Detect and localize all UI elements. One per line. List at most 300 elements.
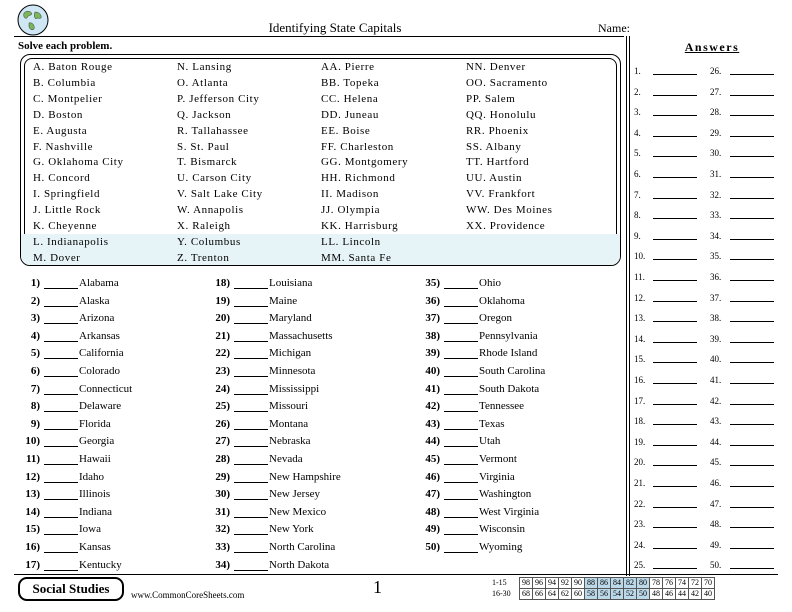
score-row: [520, 589, 715, 600]
answer-line[interactable]: [653, 342, 697, 343]
word-bank-row: [21, 250, 620, 266]
answer-number: 2.: [634, 86, 641, 97]
answer-blank[interactable]: [44, 464, 78, 465]
answer-number: 9.: [634, 230, 641, 241]
question-number: 5): [30, 347, 40, 360]
answer-blank[interactable]: [44, 552, 78, 553]
word-bank-item: D. Boston: [33, 108, 84, 121]
question-number: 44): [425, 435, 440, 448]
word-bank-row: [21, 75, 620, 91]
score-cell: 82: [624, 578, 637, 589]
word-bank-item: QQ. Honolulu: [466, 108, 537, 121]
answer-number: 35.: [710, 251, 722, 262]
answer-number: 28.: [710, 107, 722, 118]
question-number: 33): [215, 541, 230, 553]
state-name: Michigan: [269, 347, 312, 360]
answer-blank[interactable]: [44, 482, 78, 483]
state-name: New Jersey: [269, 488, 321, 501]
word-bank-item: N. Lansing: [177, 61, 232, 73]
answer-blank[interactable]: [44, 446, 78, 447]
score-cell: 42: [689, 589, 702, 600]
question-number: 35): [425, 277, 440, 289]
answer-blank[interactable]: [444, 341, 478, 342]
answer-line[interactable]: [730, 136, 774, 137]
answer-blank[interactable]: [234, 552, 268, 553]
state-name: Massachusetts: [269, 329, 333, 342]
score-cell: 78: [650, 578, 663, 589]
word-bank-row: [21, 107, 620, 123]
state-name: Alabama: [79, 277, 119, 289]
answer-number: 20.: [634, 457, 646, 468]
instructions: Solve each problem.: [18, 40, 113, 52]
answer-blank[interactable]: [234, 323, 268, 324]
answers-divider: [626, 36, 630, 576]
state-name: Nebraska: [269, 435, 311, 448]
answer-number: 39.: [710, 333, 722, 344]
state-name: Indiana: [79, 505, 112, 518]
question-number: 40): [425, 365, 440, 377]
answer-number: 40.: [710, 354, 722, 365]
word-bank-item: RR. Phoenix: [466, 124, 529, 137]
answer-number: 42.: [710, 395, 722, 406]
answer-blank[interactable]: [234, 411, 268, 412]
answer-blank[interactable]: [444, 411, 478, 412]
word-bank-item: NN. Denver: [466, 61, 526, 73]
question-number: 32): [215, 523, 230, 536]
answer-number: 10.: [634, 251, 646, 262]
answer-blank[interactable]: [44, 394, 78, 395]
answer-blank[interactable]: [444, 358, 478, 359]
word-bank-item: K. Cheyenne: [33, 220, 98, 232]
answer-blank[interactable]: [44, 429, 78, 430]
answer-line[interactable]: [730, 362, 774, 363]
answer-blank[interactable]: [444, 482, 478, 483]
answer-blank[interactable]: [234, 482, 268, 483]
question-number: 4): [30, 329, 40, 342]
website-link[interactable]: www.CommonCoreSheets.com: [131, 590, 245, 600]
word-bank-item: KK. Harrisburg: [321, 220, 399, 232]
answer-blank[interactable]: [44, 499, 78, 500]
score-row-label: 1-15: [492, 578, 507, 587]
state-name: Louisiana: [269, 277, 313, 289]
answer-blank[interactable]: [444, 517, 478, 518]
answer-line[interactable]: [653, 280, 697, 281]
answer-number: 48.: [710, 519, 722, 530]
question-number: 2): [30, 294, 40, 307]
answer-line[interactable]: [730, 486, 774, 487]
state-name: Maine: [269, 294, 298, 307]
score-cell: 48: [650, 589, 663, 600]
word-bank-item: U. Carson City: [177, 172, 252, 185]
state-name: Mississippi: [269, 382, 320, 395]
score-cell: 72: [689, 578, 702, 589]
score-cell: 74: [676, 578, 689, 589]
answer-number: 30.: [710, 148, 722, 159]
answer-line[interactable]: [653, 198, 697, 199]
question-number: 37): [425, 312, 440, 325]
question-number: 43): [425, 417, 440, 430]
state-name: Washington: [479, 488, 532, 501]
answer-line[interactable]: [653, 74, 697, 75]
word-bank-item: HH. Richmond: [321, 172, 396, 185]
answer-line[interactable]: [653, 321, 697, 322]
answer-blank[interactable]: [234, 499, 268, 500]
answer-blank[interactable]: [44, 570, 78, 571]
answer-blank[interactable]: [444, 464, 478, 465]
score-cell: 92: [559, 578, 572, 589]
answer-line[interactable]: [653, 156, 697, 157]
answer-blank[interactable]: [44, 323, 78, 324]
word-bank-item: II. Madison: [321, 188, 379, 201]
word-bank-item: R. Tallahassee: [177, 124, 249, 137]
answer-blank[interactable]: [44, 358, 78, 359]
answer-blank[interactable]: [444, 306, 478, 307]
word-bank-item: O. Atlanta: [177, 76, 229, 89]
answer-line[interactable]: [653, 486, 697, 487]
answer-number: 32.: [710, 189, 722, 200]
answer-blank[interactable]: [444, 552, 478, 553]
score-cell: 80: [637, 578, 650, 589]
question-number: 50): [425, 541, 440, 553]
answer-number: 33.: [710, 210, 722, 221]
answer-blank[interactable]: [444, 534, 478, 535]
score-cell: 54: [611, 589, 624, 600]
answer-number: 41.: [710, 375, 722, 385]
answer-number: 11.: [634, 272, 645, 282]
score-cell: 44: [676, 589, 689, 600]
answer-blank[interactable]: [44, 306, 78, 307]
footer-divider: [14, 574, 778, 575]
answer-blank[interactable]: [444, 446, 478, 447]
answer-number: 24.: [634, 539, 646, 550]
answer-number: 25.: [634, 560, 646, 571]
score-cell: 76: [663, 578, 676, 589]
header-divider: [14, 36, 624, 37]
answer-line[interactable]: [730, 568, 774, 569]
state-name: California: [79, 347, 124, 360]
word-bank-item: Y. Columbus: [177, 235, 241, 248]
answer-line[interactable]: [653, 507, 697, 508]
question-number: 9): [30, 417, 40, 430]
word-bank-item: EE. Boise: [321, 124, 371, 137]
word-bank-item: CC. Helena: [321, 92, 379, 105]
answer-number: 1.: [634, 66, 641, 76]
word-bank-item: SS. Albany: [466, 140, 522, 153]
state-name: Oregon: [479, 312, 512, 325]
answer-blank[interactable]: [234, 534, 268, 535]
answer-number: 50.: [710, 560, 722, 571]
answer-line[interactable]: [730, 548, 774, 549]
word-bank-item: C. Montpelier: [33, 92, 103, 105]
answer-blank[interactable]: [234, 306, 268, 307]
score-cell: 40: [702, 589, 715, 600]
answer-number: 13.: [634, 313, 646, 324]
question-number: 46): [425, 470, 440, 483]
question-number: 15): [25, 523, 40, 536]
word-bank-item: UU. Austin: [466, 172, 523, 185]
answer-number: 47.: [710, 498, 722, 509]
answer-blank[interactable]: [234, 394, 268, 395]
state-name: Ohio: [479, 277, 501, 289]
answer-line[interactable]: [653, 239, 697, 240]
state-name: Oklahoma: [479, 294, 525, 307]
score-cell: 66: [533, 589, 546, 600]
score-cell: 50: [637, 589, 650, 600]
question-number: 8): [30, 400, 40, 413]
answer-line[interactable]: [730, 74, 774, 75]
word-bank-item: J. Little Rock: [33, 204, 101, 217]
score-cell: 70: [702, 578, 715, 589]
question-number: 25): [215, 400, 230, 413]
word-bank-item: DD. Juneau: [321, 108, 379, 121]
score-cell: 52: [624, 589, 637, 600]
score-table: [519, 577, 715, 600]
question-number: 17): [25, 558, 40, 571]
answer-line[interactable]: [730, 507, 774, 508]
answer-number: 31.: [710, 169, 722, 179]
answer-line[interactable]: [730, 383, 774, 384]
answer-line[interactable]: [730, 95, 774, 96]
answer-number: 27.: [710, 86, 722, 97]
state-name: Idaho: [79, 470, 105, 483]
answer-line[interactable]: [653, 177, 697, 178]
state-name: North Dakota: [269, 558, 330, 571]
answer-line[interactable]: [730, 280, 774, 281]
word-bank-item: JJ. Olympia: [321, 204, 381, 217]
word-bank-item: G. Oklahoma City: [33, 156, 124, 169]
word-bank-row: [21, 91, 620, 107]
word-bank: [20, 54, 621, 266]
word-bank-item: GG. Montgomery: [321, 156, 409, 169]
answer-line[interactable]: [653, 527, 697, 528]
state-name: Arkansas: [79, 329, 120, 342]
answer-number: 23.: [634, 519, 646, 530]
word-bank-item: V. Salt Lake City: [177, 188, 263, 201]
answer-line[interactable]: [653, 424, 697, 425]
state-name: Alaska: [79, 294, 110, 307]
score-row: [520, 578, 715, 589]
word-bank-item: X. Raleigh: [177, 220, 231, 232]
answer-line[interactable]: [653, 218, 697, 219]
state-name: Minnesota: [269, 365, 316, 377]
state-name: Hawaii: [79, 453, 111, 465]
state-name: Nevada: [269, 453, 303, 465]
score-cell: 64: [546, 589, 559, 600]
score-cell: 84: [611, 578, 624, 589]
answer-line[interactable]: [730, 321, 774, 322]
question-number: 24): [215, 382, 230, 395]
answer-blank[interactable]: [444, 376, 478, 377]
score-cell: 58: [585, 589, 598, 600]
question-number: 20): [215, 312, 230, 325]
word-bank-item: I. Springfield: [33, 188, 101, 201]
answer-blank[interactable]: [234, 429, 268, 430]
state-name: Tennessee: [479, 400, 525, 413]
page-title: Identifying State Capitals: [268, 20, 402, 35]
answer-blank[interactable]: [44, 288, 78, 289]
score-cell: 88: [585, 578, 598, 589]
question-number: 3): [30, 312, 40, 325]
answer-number: 4.: [634, 127, 641, 138]
word-bank-item: S. St. Paul: [177, 140, 230, 153]
answer-line[interactable]: [653, 548, 697, 549]
answer-line[interactable]: [730, 445, 774, 446]
state-name: Kansas: [79, 541, 111, 553]
state-name: Delaware: [79, 400, 122, 413]
answer-number: 17.: [634, 395, 646, 406]
question-number: 18): [215, 277, 230, 289]
answer-line[interactable]: [730, 115, 774, 116]
word-bank-item: XX. Providence: [466, 220, 546, 232]
answer-blank[interactable]: [44, 341, 78, 342]
question-number: 28): [215, 453, 230, 465]
answer-line[interactable]: [730, 177, 774, 178]
word-bank-row: [21, 186, 620, 202]
state-name: Vermont: [479, 453, 517, 465]
question-number: 34): [215, 558, 230, 571]
answer-number: 49.: [710, 539, 722, 550]
answer-number: 18.: [634, 416, 646, 427]
question-number: 6): [30, 365, 40, 377]
answers-title: Answers: [684, 40, 740, 54]
state-name: Georgia: [79, 435, 115, 448]
answer-number: 5.: [634, 148, 641, 159]
word-bank-item: P. Jefferson City: [177, 92, 260, 105]
score-cell: 60: [572, 589, 585, 600]
word-bank-item: LL. Lincoln: [321, 235, 381, 248]
answer-blank[interactable]: [234, 376, 268, 377]
question-number: 14): [25, 505, 40, 518]
answer-line[interactable]: [730, 239, 774, 240]
answer-blank[interactable]: [444, 323, 478, 324]
word-bank-item: B. Columbia: [33, 76, 96, 89]
score-row-label: 16-30: [492, 589, 511, 598]
answer-blank[interactable]: [234, 464, 268, 465]
answer-line[interactable]: [730, 156, 774, 157]
answer-line[interactable]: [653, 301, 697, 302]
answer-blank[interactable]: [44, 517, 78, 518]
state-name: North Carolina: [269, 541, 336, 553]
answer-number: 15.: [634, 354, 646, 365]
question-number: 19): [215, 294, 230, 307]
answer-blank[interactable]: [234, 341, 268, 342]
answer-line[interactable]: [653, 136, 697, 137]
answer-line[interactable]: [730, 218, 774, 219]
answer-line[interactable]: [730, 301, 774, 302]
state-name: Wyoming: [479, 541, 523, 553]
word-bank-row: [21, 139, 620, 155]
score-cell: 68: [520, 589, 533, 600]
answer-line[interactable]: [653, 115, 697, 116]
answer-line[interactable]: [653, 568, 697, 569]
question-number: 1): [30, 277, 40, 289]
state-name: New Hampshire: [269, 470, 341, 483]
state-name: Arizona: [79, 312, 115, 325]
answer-blank[interactable]: [234, 358, 268, 359]
state-name: South Carolina: [479, 365, 546, 377]
score-cell: 90: [572, 578, 585, 589]
state-name: New York: [269, 523, 314, 536]
answer-number: 26.: [710, 66, 722, 76]
answer-line[interactable]: [653, 362, 697, 363]
state-name: Florida: [79, 417, 111, 430]
question-number: 11): [25, 453, 40, 465]
answer-line[interactable]: [730, 465, 774, 466]
answer-number: 34.: [710, 230, 722, 241]
globe-icon: [17, 4, 49, 36]
state-name: Pennsylvania: [479, 329, 538, 342]
state-name: Maryland: [269, 312, 312, 325]
answer-line[interactable]: [653, 445, 697, 446]
word-bank-item: Q. Jackson: [177, 108, 232, 121]
state-name: Wisconsin: [479, 523, 525, 536]
question-number: 47): [425, 488, 440, 501]
answer-number: 22.: [634, 498, 646, 509]
answer-line[interactable]: [653, 383, 697, 384]
answer-number: 45.: [710, 457, 722, 468]
word-bank-item: VV. Frankfort: [466, 188, 536, 201]
answer-blank[interactable]: [234, 517, 268, 518]
question-number: 31): [215, 505, 230, 518]
score-cell: 98: [520, 578, 533, 589]
answer-number: 37.: [710, 292, 722, 303]
answer-line[interactable]: [730, 198, 774, 199]
answer-line[interactable]: [730, 424, 774, 425]
word-bank-item: BB. Topeka: [321, 76, 380, 89]
state-name: Iowa: [79, 523, 101, 536]
answer-line[interactable]: [653, 259, 697, 260]
answer-line[interactable]: [653, 95, 697, 96]
answer-blank[interactable]: [234, 288, 268, 289]
page-number: 1: [373, 577, 382, 597]
answer-blank[interactable]: [44, 376, 78, 377]
answer-line[interactable]: [653, 404, 697, 405]
state-name: New Mexico: [269, 505, 327, 518]
word-bank-item: FF. Charleston: [321, 140, 394, 153]
question-number: 38): [425, 329, 440, 342]
word-bank-row: [21, 123, 620, 139]
answer-line[interactable]: [730, 259, 774, 260]
answer-blank[interactable]: [444, 429, 478, 430]
state-name: Connecticut: [79, 382, 133, 395]
question-number: 12): [25, 470, 40, 483]
answer-line[interactable]: [730, 342, 774, 343]
word-bank-item: TT. Hartford: [466, 156, 530, 169]
question-number: 29): [215, 470, 230, 483]
name-label: Name:: [598, 21, 630, 35]
word-bank-item: L. Indianapolis: [33, 235, 109, 248]
answer-blank[interactable]: [444, 394, 478, 395]
answer-blank[interactable]: [444, 288, 478, 289]
word-bank-item: A. Baton Rouge: [33, 61, 113, 73]
question-number: 13): [25, 488, 40, 501]
answer-line[interactable]: [653, 465, 697, 466]
answer-blank[interactable]: [44, 411, 78, 412]
subject-badge: Social Studies: [18, 577, 124, 601]
score-cell: 96: [533, 578, 546, 589]
answer-blank[interactable]: [234, 446, 268, 447]
answer-line[interactable]: [730, 404, 774, 405]
word-bank-row: [21, 154, 620, 170]
answer-blank[interactable]: [444, 499, 478, 500]
answer-blank[interactable]: [234, 570, 268, 571]
answer-line[interactable]: [730, 527, 774, 528]
state-name: Rhode Island: [479, 347, 538, 360]
answer-blank[interactable]: [44, 534, 78, 535]
state-name: Kentucky: [79, 558, 122, 571]
answer-number: 3.: [634, 107, 641, 118]
word-bank-item: PP. Salem: [466, 92, 516, 105]
